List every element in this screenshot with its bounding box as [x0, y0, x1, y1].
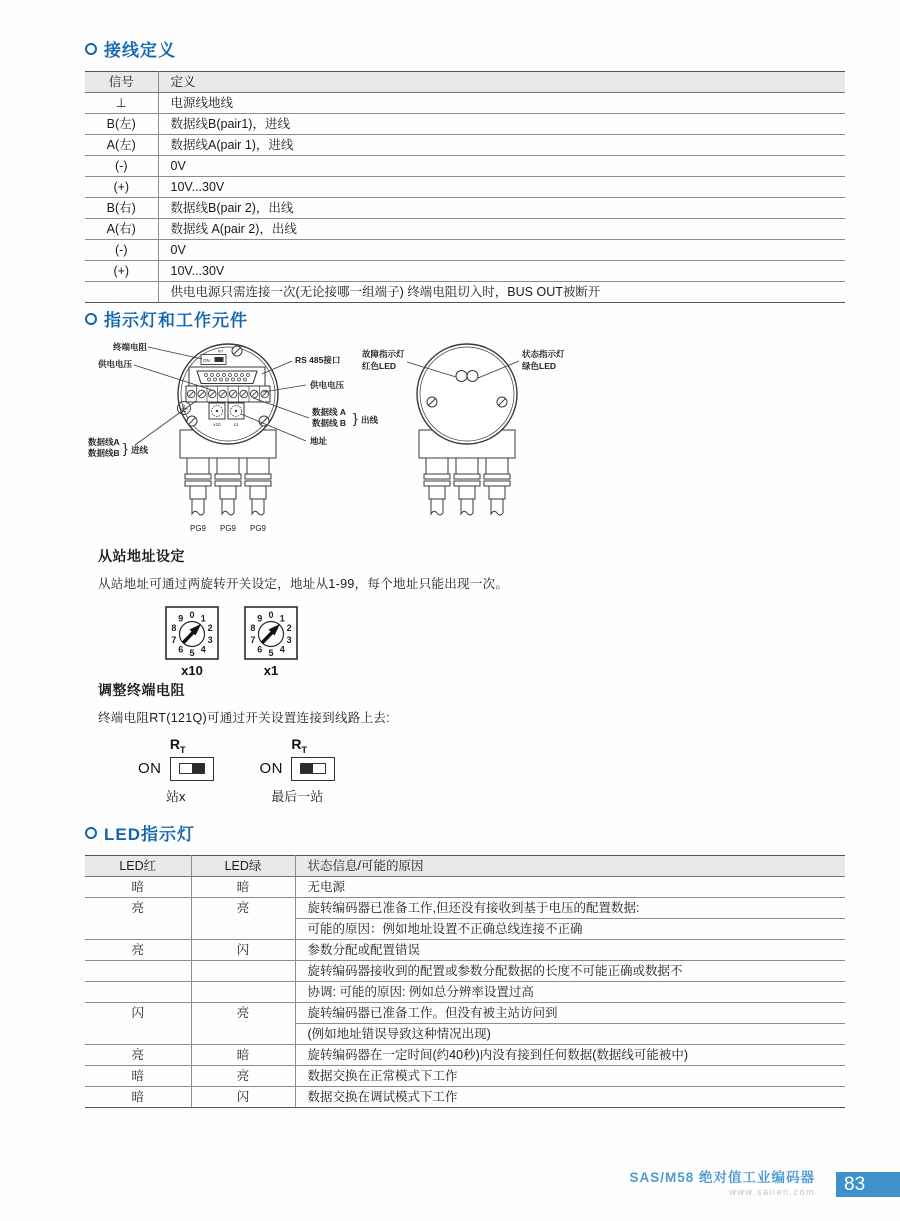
dip-switch[interactable] [170, 757, 214, 781]
on-label: ON [138, 760, 162, 778]
circle-bullet-icon [85, 313, 97, 325]
table-row [85, 961, 845, 982]
status-cell: 旋转编码器接收到的配置或参数分配数据的长度不可能正确或数据不 [295, 961, 845, 982]
led-red-cell [85, 919, 191, 940]
signal-cell [85, 282, 158, 303]
signal-cell: (-) [85, 240, 158, 261]
svg-text:9: 9 [257, 613, 263, 624]
led-red-cell: 暗 [85, 1087, 191, 1108]
column-header: LED绿 [191, 856, 295, 877]
led-red-cell [85, 1024, 191, 1045]
rotary-switch-label: x1 [263, 663, 279, 678]
table-row [85, 877, 845, 898]
label-status-indicator: 状态指示灯 [522, 349, 565, 359]
label-data-a-out: 数据线 A [312, 407, 347, 417]
rotary-switch-icon [244, 606, 298, 660]
led-table [85, 855, 845, 1108]
table-row [85, 135, 845, 156]
signal-cell: A(右) [85, 219, 158, 240]
table-row [85, 156, 845, 177]
table-header-row [85, 72, 845, 93]
led-green-cell [191, 1024, 295, 1045]
svg-text:x10: x10 [213, 422, 221, 427]
label-red-led: 红色LED [362, 361, 397, 371]
label-supply-voltage: 供电电压 [98, 359, 133, 369]
termination-switch-last-station [260, 736, 336, 805]
table-row [85, 177, 845, 198]
svg-text:7: 7 [250, 634, 256, 645]
section-led [85, 820, 845, 1108]
label-data-b-out: 数据线 B [312, 418, 347, 428]
led-green-cell: 闪 [191, 1087, 295, 1108]
table-row [85, 940, 845, 961]
table-row [85, 919, 845, 940]
table-row [85, 261, 845, 282]
svg-text:3: 3 [207, 634, 213, 645]
led-green-cell: 闪 [191, 940, 295, 961]
dip-switch[interactable] [291, 757, 335, 781]
wiring-table [85, 71, 845, 303]
definition-cell: 供电电源只需连接一次(无论接哪一组端子) 终端电阻切入时，BUS OUT被断开 [158, 282, 845, 303]
led-red-cell: 暗 [85, 877, 191, 898]
brace-glyph: } [123, 440, 128, 456]
circle-bullet-icon [85, 827, 97, 839]
led-red-cell: 闪 [85, 1003, 191, 1024]
label-pg9: PG9 [189, 524, 207, 533]
svg-text:4: 4 [279, 644, 285, 655]
led-red-cell: 暗 [85, 1066, 191, 1087]
led-green-cell: 暗 [191, 877, 295, 898]
label-pg9: PG9 [219, 524, 237, 533]
svg-text:7: 7 [171, 634, 177, 645]
rt-label: $R_T$ [169, 736, 186, 755]
rotary-switch-icon [165, 606, 219, 660]
label-terminal-resistor: 终端电阻 [113, 342, 148, 352]
pg9-labels [190, 524, 267, 533]
svg-text:1: 1 [200, 613, 206, 624]
page-number: 83 [844, 1173, 866, 1195]
led-green-cell [191, 982, 295, 1003]
svg-text:8: 8 [250, 623, 256, 634]
svg-text:x1: x1 [233, 422, 239, 427]
circle-bullet-icon [85, 43, 97, 55]
page-number-badge [836, 1172, 900, 1197]
table-row [85, 1087, 845, 1108]
status-cell: 数据交换在调试模式下工作 [295, 1087, 845, 1108]
led-green-cell: 亮 [191, 1003, 295, 1024]
status-cell: 旋转编码器已准备工作,但还没有接收到基于电压的配置数据: [295, 898, 845, 919]
subsection-title: 调整终端电阻 [98, 682, 185, 698]
definition-cell: 数据线 A(pair 2)，出线 [158, 219, 845, 240]
led-green-cell [191, 919, 295, 940]
table-row [85, 1045, 845, 1066]
column-header: 状态信息/可能的原因 [295, 856, 845, 877]
label-out-line: 出线 [361, 415, 379, 425]
address-setting-block [98, 546, 598, 678]
screw-icon [497, 397, 507, 407]
label-address: 地址 [310, 436, 328, 446]
table-row [85, 240, 845, 261]
label-in-line: 进线 [131, 445, 149, 455]
table-row [85, 1003, 845, 1024]
svg-text:4: 4 [200, 644, 206, 655]
led-red-cell: 亮 [85, 898, 191, 919]
screw-icon [427, 397, 437, 407]
svg-text:6: 6 [178, 644, 184, 655]
label-rs485: RS 485接口 [295, 355, 341, 365]
led-green-cell: 亮 [191, 898, 295, 919]
svg-text:RT: RT [218, 348, 224, 354]
label-fault-indicator: 故障指示灯 [362, 349, 405, 359]
encoder-led-view-diagram [362, 344, 565, 515]
label-green-led: 绿色LED [522, 361, 557, 371]
led-green-cell: 亮 [191, 1066, 295, 1087]
signal-cell: (-) [85, 156, 158, 177]
encoder-diagrams [85, 334, 585, 536]
table-header-row [85, 856, 845, 877]
status-cell: (例如地址错误导致这种情况出现) [295, 1024, 845, 1045]
table-row [85, 1024, 845, 1045]
signal-cell: A(左) [85, 135, 158, 156]
definition-cell: 0V [158, 156, 845, 177]
definition-cell: 数据线B(pair 2)，出线 [158, 198, 845, 219]
table-row [85, 93, 845, 114]
status-cell: 可能的原因：例如地址设置不正确总线连接不正确 [295, 919, 845, 940]
table-row [85, 114, 845, 135]
status-cell: 无电源 [295, 877, 845, 898]
termination-block [98, 680, 598, 805]
section-wiring [85, 36, 845, 303]
led-red-cell: 亮 [85, 940, 191, 961]
definition-cell: 10V...30V [158, 261, 845, 282]
svg-text:6: 6 [257, 644, 263, 655]
section-title: 指示灯和工作元件 [104, 311, 248, 330]
column-header: 定义 [158, 72, 845, 93]
status-cell: 协调: 可能的原因: 例如总分辨率设置过高 [295, 982, 845, 1003]
green-led-icon [467, 371, 478, 382]
termination-description: 终端电阻RT(121Q)可通过开关设置连接到线路上去: [98, 711, 390, 725]
definition-cell: 数据线B(pair1)，进线 [158, 114, 845, 135]
led-green-cell: 暗 [191, 1045, 295, 1066]
status-cell: 参数分配或配置错误 [295, 940, 845, 961]
section-heading-led [85, 820, 845, 845]
signal-cell: B(左) [85, 114, 158, 135]
svg-text:2: 2 [286, 623, 292, 634]
status-cell: 数据交换在正常模式下工作 [295, 1066, 845, 1087]
status-cell: 旋转编码器已准备工作。但没有被主站访问到 [295, 1003, 845, 1024]
table-row [85, 219, 845, 240]
rt-label: $R_T$ [291, 736, 307, 755]
label-data-b-in: 数据线B [88, 448, 120, 458]
label-data-a-in: 数据线A [88, 437, 120, 447]
definition-cell: 0V [158, 240, 845, 261]
section-title: 接线定义 [104, 41, 176, 60]
on-label: ON [259, 760, 283, 778]
svg-text:8: 8 [171, 623, 177, 634]
footer-product-name: SAS/M58 绝对值工业编码器 [629, 1170, 815, 1185]
led-green-cell [191, 961, 295, 982]
screw-icon [187, 416, 197, 426]
termination-switch-station-x [138, 736, 214, 805]
svg-text:3: 3 [286, 634, 292, 645]
section-title: LED指示灯 [104, 825, 195, 844]
led-red-cell: 亮 [85, 1045, 191, 1066]
section-heading-indicators [85, 306, 845, 331]
signal-cell: (+) [85, 261, 158, 282]
led-red-cell [85, 982, 191, 1003]
signal-cell: B(右) [85, 198, 158, 219]
table-row [85, 282, 845, 303]
led-red-cell [85, 961, 191, 982]
table-row [85, 898, 845, 919]
svg-text:ON: ON [203, 358, 210, 363]
status-cell: 旋转编码器在一定时间(约40秒)内没有接到任何数据(数据线可能被中) [295, 1045, 845, 1066]
column-header: LED红 [85, 856, 191, 877]
definition-cell: 数据线A(pair 1)，进线 [158, 135, 845, 156]
rotary-switch-x1[interactable] [244, 606, 298, 678]
svg-text:5: 5 [268, 648, 274, 658]
svg-text:9: 9 [178, 613, 184, 624]
address-description: 从站地址可通过两旋转开关设定，地址从1-99，每个地址只能出现一次。 [98, 577, 509, 591]
section-indicators [85, 306, 845, 331]
svg-text:2: 2 [207, 623, 213, 634]
red-led-icon [456, 371, 467, 382]
encoder-rear-view-diagram [88, 342, 379, 533]
table-row [85, 198, 845, 219]
svg-text:0: 0 [189, 610, 195, 620]
table-row [85, 982, 845, 1003]
column-header: 信号 [85, 72, 158, 93]
svg-text:1: 1 [279, 613, 285, 624]
label-pg9: PG9 [249, 524, 267, 533]
definition-cell: 电源线地线 [158, 93, 845, 114]
screw-icon [232, 346, 242, 356]
label-supply-voltage: 供电电压 [310, 380, 345, 390]
brace-glyph: } [353, 410, 358, 426]
footer [629, 1166, 815, 1197]
svg-text:5: 5 [189, 648, 195, 658]
screw-icon [259, 416, 269, 426]
signal-cell: (+) [85, 177, 158, 198]
table-row [85, 1066, 845, 1087]
definition-cell: 10V...30V [158, 177, 845, 198]
rotary-switch-label: x10 [181, 663, 203, 678]
section-heading-wiring [85, 36, 845, 61]
signal-cell: ⊥ [85, 93, 158, 114]
switch-caption: 最后一站 [271, 788, 324, 804]
switch-caption: 站x [165, 788, 186, 804]
subsection-title: 从站地址设定 [98, 548, 185, 564]
footer-website: www.saiien.com [729, 1187, 815, 1197]
rotary-switch-x10[interactable] [165, 606, 219, 678]
svg-text:0: 0 [268, 610, 274, 620]
